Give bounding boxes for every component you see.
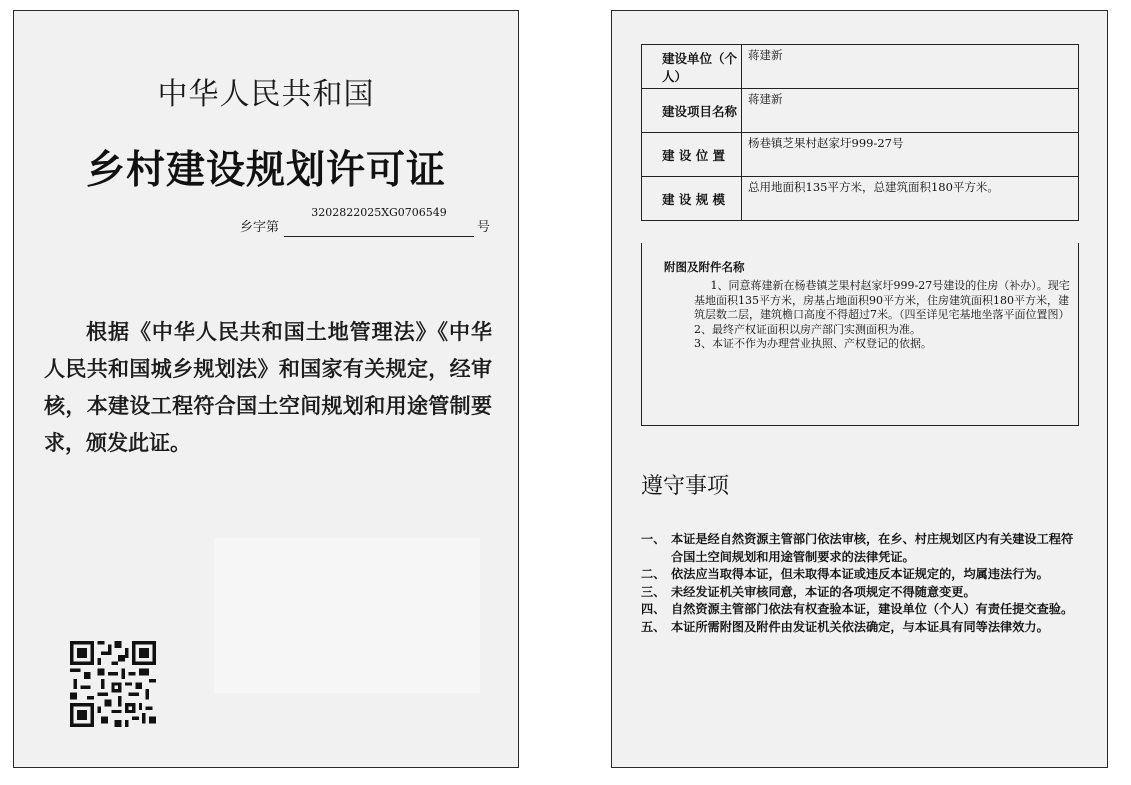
certificate-number-row <box>240 197 490 237</box>
rule-text: 本证所需附图及附件由发证机关依法确定，与本证具有同等法律效力。 <box>671 619 1049 634</box>
rule-number: 二、 <box>641 567 666 581</box>
rule-text: 自然资源主管部门依法有权查验本证，建设单位（个人）有责任提交查验。 <box>671 602 1074 616</box>
attachments-list <box>694 279 1070 352</box>
attachment-item: 3、本证不作为办理营业执照、产权登记的依据。 <box>694 337 932 350</box>
rule-item <box>641 619 1085 637</box>
rule-item <box>641 531 1085 566</box>
scale-label: 建 设 规 模 <box>642 177 742 221</box>
certificate-number-suffix: 号 <box>476 220 490 235</box>
project-name-label: 建设项目名称 <box>642 89 742 133</box>
table-row <box>642 45 1079 89</box>
certificate-number-line <box>284 202 474 237</box>
rule-item <box>641 584 1085 602</box>
rule-item <box>641 601 1085 619</box>
project-name-value: 蒋建新 <box>742 89 1079 133</box>
faded-seal-area <box>214 538 480 693</box>
rule-text: 本证是经自然资源主管部门依法审核，在乡、村庄规划区内有关建设工程符合国土空间规划和用途管制要求的法律凭证。 <box>671 532 1074 564</box>
rule-number: 一、 <box>641 532 666 546</box>
certificate-preamble: 根据《中华人民共和国土地管理法》《中华人民共和国城乡规划法》和国家有关规定，经审核，本建设工程符合国土空间规划和用途管制要求，颁发此证。 <box>44 320 492 455</box>
builder-label: 建设单位（个人） <box>642 45 742 89</box>
location-label: 建 设 位 置 <box>642 133 742 177</box>
certificate-details-page <box>611 10 1108 768</box>
rule-text: 依法应当取得本证，但未取得本证或违反本证规定的，均属违法行为。 <box>671 567 1049 581</box>
certificate-number-prefix: 乡字第 <box>240 220 280 235</box>
rule-item <box>641 566 1085 584</box>
rule-text: 未经发证机关审核同意，本证的各项规定不得随意变更。 <box>671 584 976 599</box>
table-row <box>642 177 1079 221</box>
scale-value: 总用地面积135平方米，总建筑面积180平方米。 <box>742 177 1079 221</box>
location-value: 杨巷镇芝果村赵家圩999-27号 <box>742 133 1079 177</box>
certificate-title: 乡村建设规划许可证 <box>85 148 446 193</box>
country-name: 中华人民共和国 <box>157 77 375 112</box>
attachment-item: 1、同意蒋建新在杨巷镇芝果村赵家圩999-27号建设的住房（补办）。现宅基地面积135平方米，房基占地面积90平方米，住房建筑面积180平方米，建筑层数二层，建筑檐口高度不得超过7米。（四至详见宅基地坐落平面位置图） <box>694 279 1070 321</box>
table-row <box>642 133 1079 177</box>
attachments-box <box>641 243 1079 426</box>
project-info-table <box>641 44 1079 221</box>
attachment-item: 2、最终产权证面积以房产部门实测面积为准。 <box>694 322 921 336</box>
rule-number: 五、 <box>641 619 666 634</box>
qr-code-icon <box>70 641 156 727</box>
builder-value: 蒋建新 <box>742 45 1079 89</box>
certificate-number: 3202822025XG0706549 <box>311 206 447 219</box>
certificate-cover-page <box>13 10 519 768</box>
rules-title: 遵守事项 <box>641 474 730 499</box>
rule-number: 三、 <box>641 584 666 599</box>
attachments-title: 附图及附件名称 <box>664 260 745 274</box>
table-row <box>642 89 1079 133</box>
rule-number: 四、 <box>641 602 666 616</box>
rules-list <box>641 531 1085 636</box>
